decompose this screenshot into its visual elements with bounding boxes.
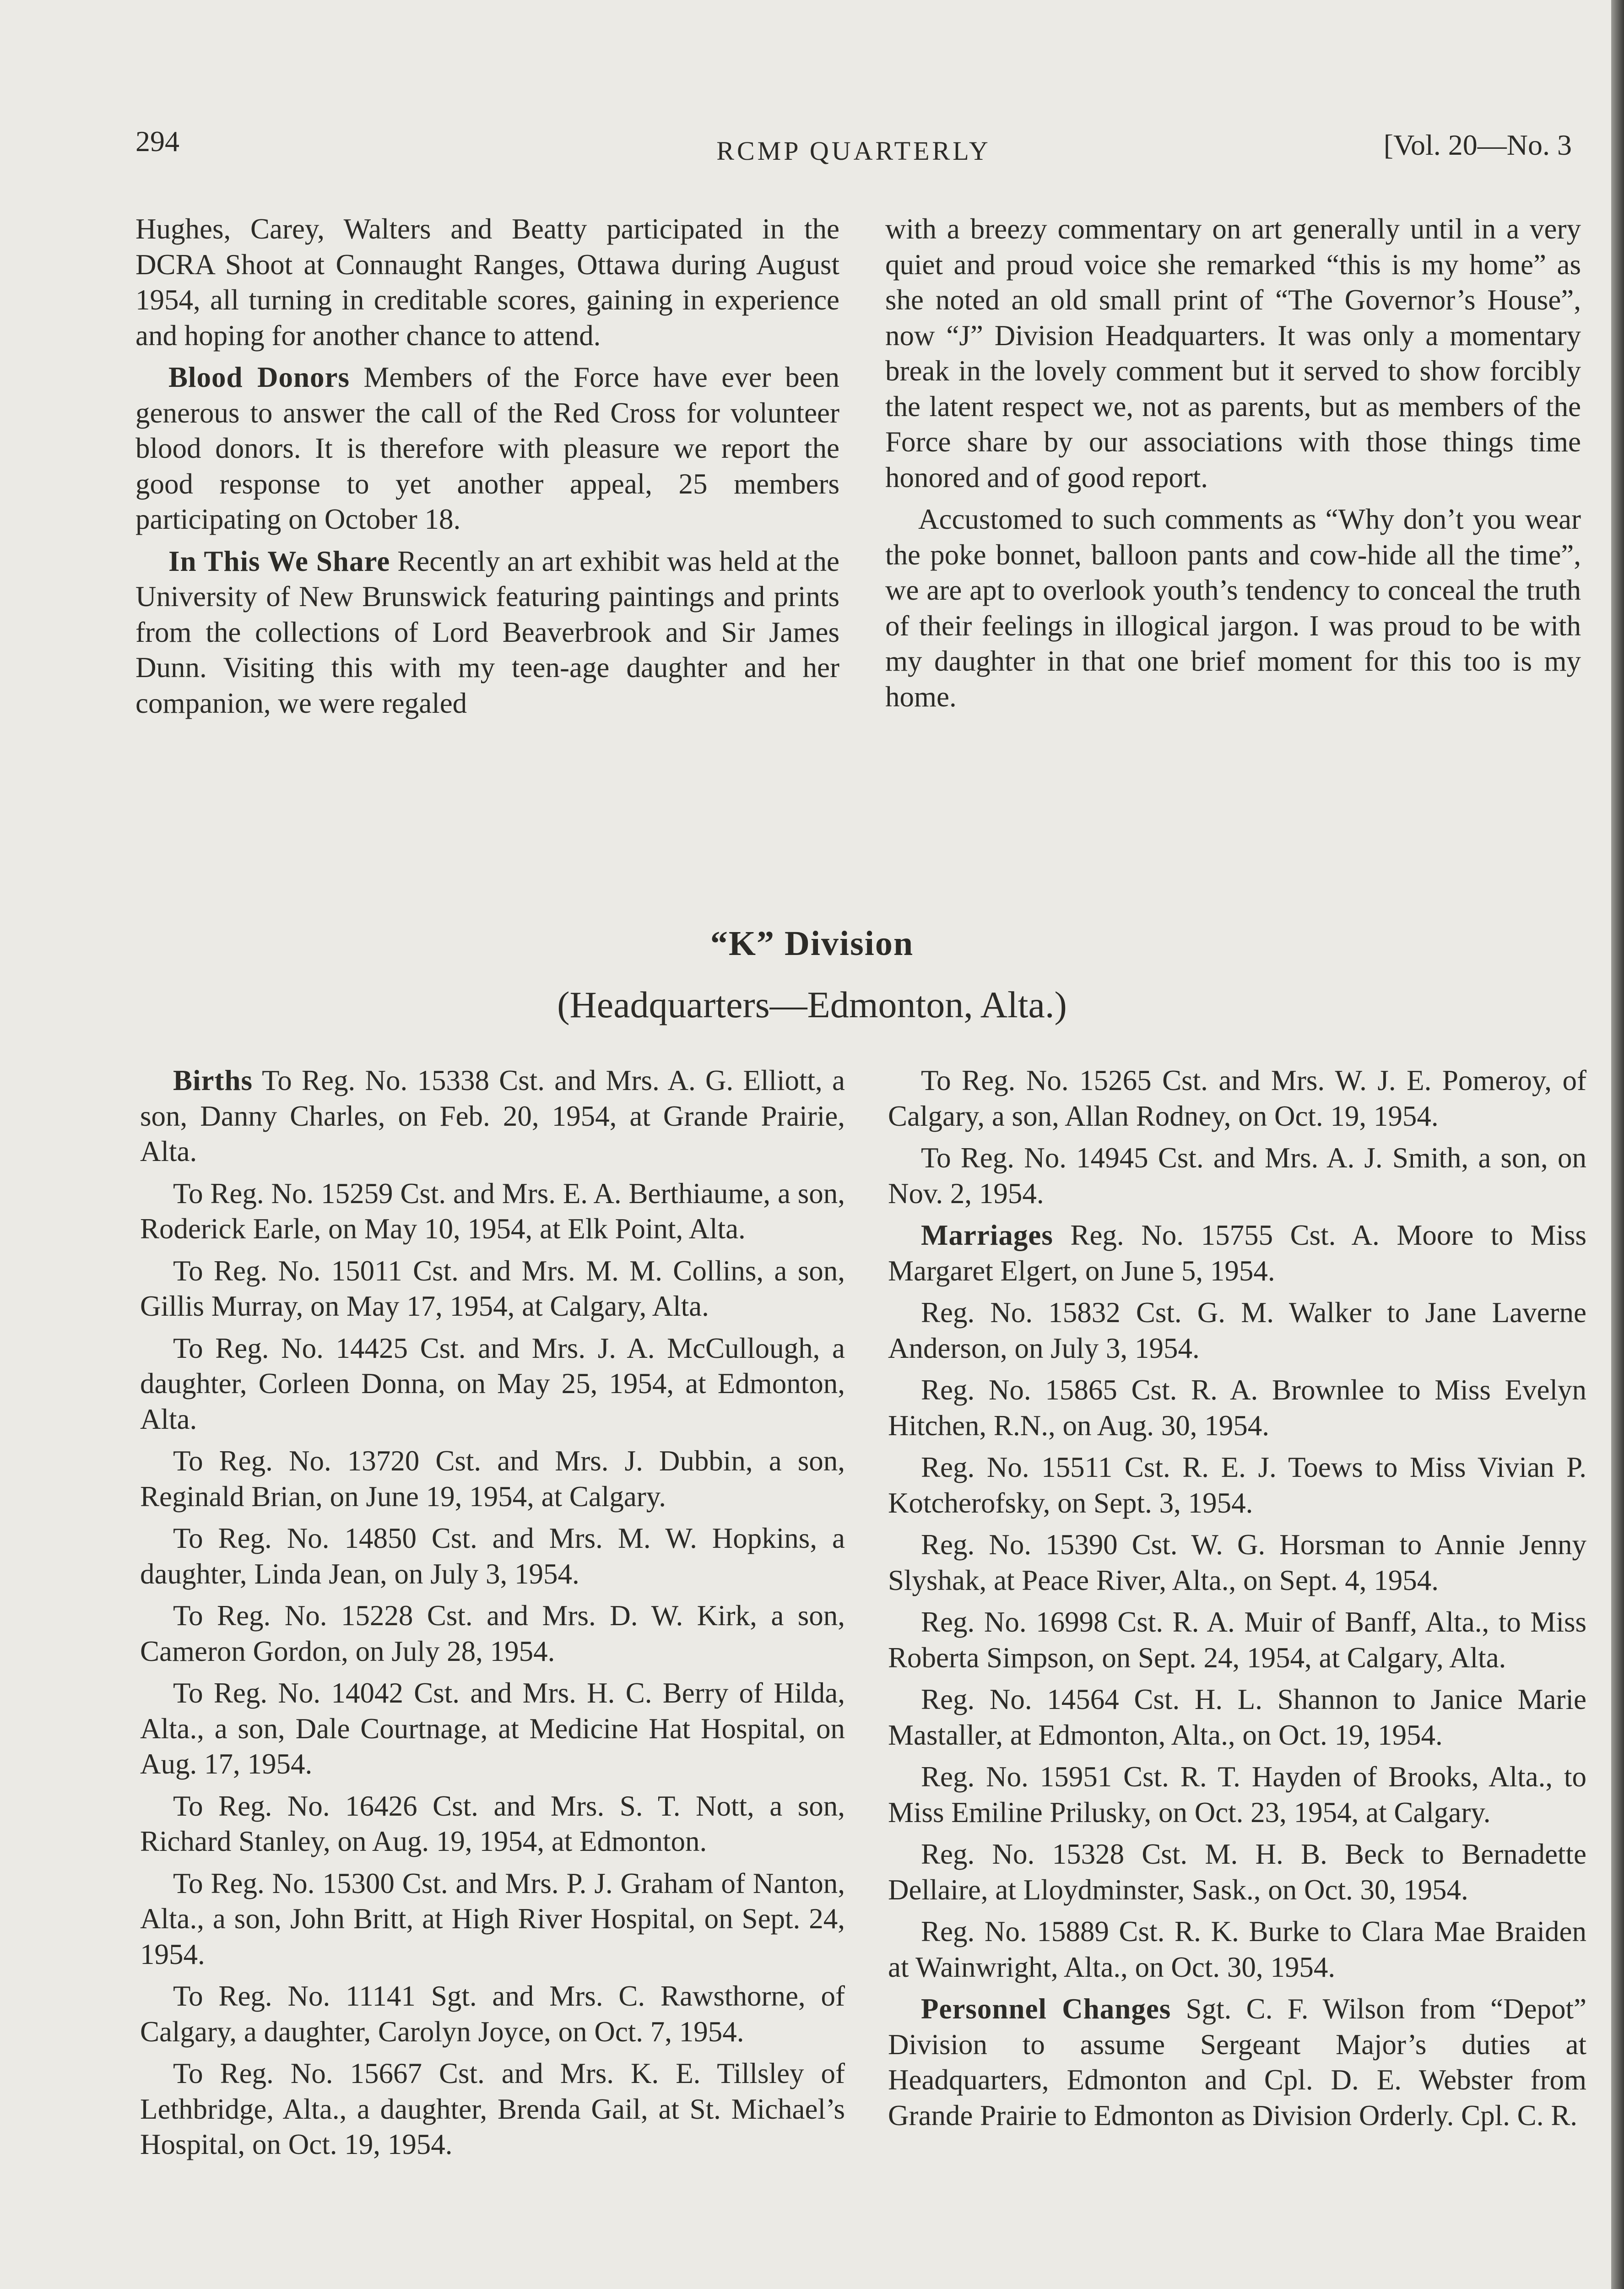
paragraph-blood-donors [135,360,839,537]
list-item: To Reg. No. 11141 Sgt. and Mrs. C. Rawsthorne, of Calgary, a daughter, Carolyn Joyce, on Oct. 7, 1954. [140,1980,845,2048]
list-item: To Reg. No. 15228 Cst. and Mrs. D. W. Kirk, a son, Cameron Gordon, on July 28, 1954. [140,1600,845,1667]
list-item: To Reg. No. 15265 Cst. and Mrs. W. J. E. Pomeroy, of Calgary, a son, Allan Rodney, on Oct. 19, 1954. [888,1064,1586,1132]
list-item: To Reg. No. 16426 Cst. and Mrs. S. T. Nott, a son, Richard Stanley, on Aug. 19, 1954, at Edmonton. [140,1790,845,1857]
paragraph-body: Recently an art exhibit was held at the University of New Brunswick featuring paintings and prints from the collections of Lord Beaverbrook and Sir James Dunn. Visiting this with my teen-age daughter and her companion, we were regaled [135,545,839,719]
volume-issue: [Vol. 20—No. 3 [1383,129,1572,161]
list-item: To Reg. No. 13720 Cst. and Mrs. J. Dubbin, a son, Reginald Brian, on June 19, 1954, at Calgary. [140,1445,845,1513]
paragraph-births [140,1063,845,1170]
section-heading: Births [173,1064,253,1096]
paragraph-marriages [888,1218,1586,1289]
page-number: 294 [135,125,179,157]
paragraph-body: To Reg. No. 15338 Cst. and Mrs. A. G. Elliott, a son, Danny Charles, on Feb. 20, 1954, at Grande Prairie, Alta. [140,1064,845,1167]
section-heading: Blood Donors [168,361,350,393]
list-item: Reg. No. 16998 Cst. R. A. Muir of Banff, Alta., to Miss Roberta Simpson, on Sept. 24, 1954, at Calgary, Alta. [888,1606,1586,1674]
list-item: Reg. No. 15832 Cst. G. M. Walker to Jane Laverne Anderson, on July 3, 1954. [888,1296,1586,1364]
paragraph: Hughes, Carey, Walters and Beatty participated in the DCRA Shoot at Connaught Ranges, Ottawa during August 1954, all turning in creditable scores, gaining in experience and hoping for another chance to attend. [135,213,839,352]
running-title: RCMP QUARTERLY [716,136,991,166]
bottom-left-column [140,1063,845,2169]
list-item: Reg. No. 15889 Cst. R. K. Burke to Clara Mae Braiden at Wainwright, Alta., on Oct. 30, 1954. [888,1915,1586,1983]
paragraph-in-this-we-share [135,544,839,721]
paragraph: with a breezy commentary on art generally until in a very quiet and proud voice she remarked “this is my home” as she noted an old small print of “The Governor’s House”, now “J” Division Headquarters. It was only a momentary break in the lovely comment but it served to show forcibly the latent respect we, not as parents, but as members of the Force share by our associations with those things time honored and of good report. [885,213,1581,494]
list-item: Reg. No. 15865 Cst. R. A. Brownlee to Miss Evelyn Hitchen, R.N., on Aug. 30, 1954. [888,1374,1586,1442]
section-heading: Marriages [921,1219,1053,1251]
list-item: To Reg. No. 14042 Cst. and Mrs. H. C. Berry of Hilda, Alta., a son, Dale Courtnage, at Medicine Hat Hospital, on Aug. 17, 1954. [140,1677,845,1780]
top-right-column [885,212,1581,721]
page-edge-shadow [1611,0,1624,2289]
list-item: To Reg. No. 14850 Cst. and Mrs. M. W. Hopkins, a daughter, Linda Jean, on July 3, 1954. [140,1522,845,1590]
division-subtitle: (Headquarters—Edmonton, Alta.) [557,984,1067,1025]
list-item: To Reg. No. 14945 Cst. and Mrs. A. J. Smith, a son, on Nov. 2, 1954. [888,1142,1586,1210]
paragraph: Accustomed to such comments as “Why don’t you wear the poke bonnet, balloon pants and cow-hide all the time”, we are apt to overlook youth’s tendency to conceal the truth of their feelings in illogical jargon. I was proud to be with my daughter in that one brief moment for this too is my home. [885,503,1581,713]
top-left-column [135,212,839,727]
paragraph-body: Sgt. C. F. Wilson from “Depot” Division to assume Sergeant Major’s duties at Headquarters, Edmonton and Cpl. D. E. Webster from Grande Prairie to Edmonton as Division Orderly. Cpl. C. R. [888,1993,1586,2132]
list-item: Reg. No. 15328 Cst. M. H. B. Beck to Bernadette Dellaire, at Lloydminster, Sask., on Oct. 30, 1954. [888,1838,1586,1906]
paragraph-body: Reg. No. 15755 Cst. A. Moore to Miss Margaret Elgert, on June 5, 1954. [888,1219,1586,1287]
section-heading: Personnel Changes [921,1993,1171,2025]
section-heading: In This We Share [168,545,390,577]
paragraph-personnel-changes [888,1991,1586,2133]
list-item: Reg. No. 15390 Cst. W. G. Horsman to Annie Jenny Slyshak, at Peace River, Alta., on Sept. 4, 1954. [888,1529,1586,1596]
bottom-right-column [888,1063,1586,2140]
list-item: To Reg. No. 15667 Cst. and Mrs. K. E. Tillsley of Lethbridge, Alta., a daughter, Brenda Gail, at St. Michael’s Hospital, on Oct. 19, 1954. [140,2057,845,2160]
division-title: “K” Division [710,924,914,963]
list-item: Reg. No. 15511 Cst. R. E. J. Toews to Miss Vivian P. Kotcherofsky, on Sept. 3, 1954. [888,1451,1586,1519]
list-item: Reg. No. 15951 Cst. R. T. Hayden of Brooks, Alta., to Miss Emiline Prilusky, on Oct. 23, 1954, at Calgary. [888,1761,1586,1828]
list-item: To Reg. No. 15259 Cst. and Mrs. E. A. Berthiaume, a son, Roderick Earle, on May 10, 1954, at Elk Point, Alta. [140,1177,845,1245]
page-header [135,125,1572,170]
list-item: To Reg. No. 15300 Cst. and Mrs. P. J. Graham of Nanton, Alta., a son, John Britt, at High River Hospital, on Sept. 24, 1954. [140,1867,845,1970]
list-item: To Reg. No. 15011 Cst. and Mrs. M. M. Collins, a son, Gillis Murray, on May 17, 1954, at Calgary, Alta. [140,1254,845,1322]
list-item: Reg. No. 14564 Cst. H. L. Shannon to Janice Marie Mastaller, at Edmonton, Alta., on Oct. 19, 1954. [888,1683,1586,1751]
paragraph-body: Members of the Force have ever been generous to answer the call of the Red Cross for volunteer blood donors. It is therefore with pleasure we report the good response to yet another appeal, 25 members participating on October 18. [135,361,839,535]
list-item: To Reg. No. 14425 Cst. and Mrs. J. A. McCullough, a daughter, Corleen Donna, on May 25, 1954, at Edmonton, Alta. [140,1332,845,1435]
